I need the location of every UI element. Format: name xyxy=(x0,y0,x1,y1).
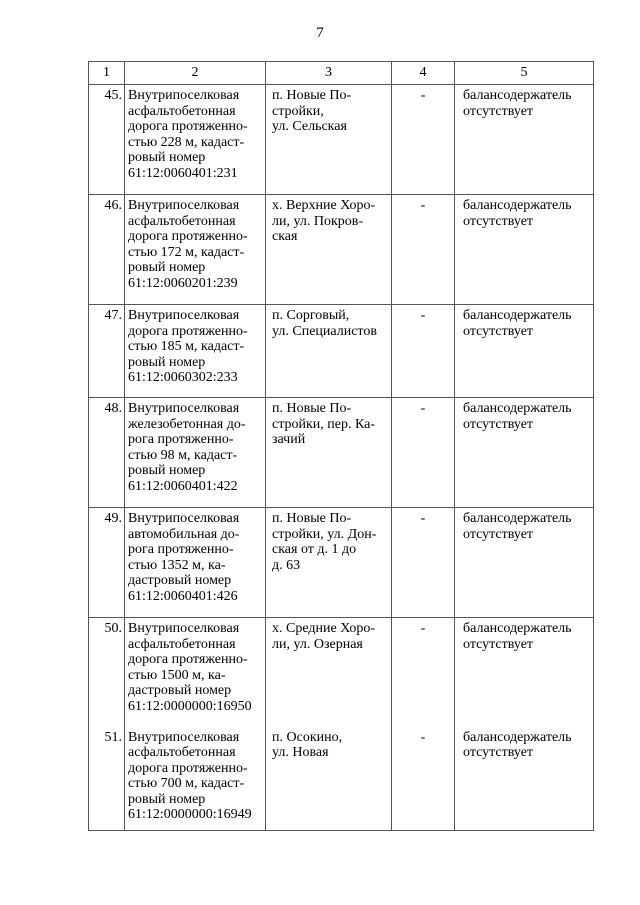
row-number: 48. xyxy=(89,398,125,508)
object-address-line: ли, ул. Покров- xyxy=(272,213,364,229)
table-row xyxy=(89,305,594,398)
object-name-line: дорога протяженно- xyxy=(128,652,248,667)
balance-holder-line: балансодержатель xyxy=(463,511,572,526)
object-name-line: дорога протяженно- xyxy=(128,119,248,134)
balance-holder-line: отсутствует xyxy=(463,323,534,339)
object-name-line: ровый номер xyxy=(128,463,206,478)
table-header-row xyxy=(89,62,594,85)
balance-holder-line: балансодержатель xyxy=(463,88,572,103)
balance-holder-line: отсутствует xyxy=(463,636,534,652)
object-name-line: 61:12:0060401:426 xyxy=(128,588,238,604)
object-name-line: 61:12:0060401:231 xyxy=(128,165,238,181)
object-address-line: ская от д. 1 до xyxy=(272,542,357,557)
row-number: 49. xyxy=(89,508,125,618)
header-cell-3: 3 xyxy=(266,62,392,85)
table-row xyxy=(89,618,594,727)
object-name-line: 61:12:0000000:16949 xyxy=(128,807,252,822)
object-address-line: п. Новые По- xyxy=(272,401,352,416)
object-address-line: п. Новые По- xyxy=(272,511,352,526)
object-address-line: ли, ул. Озерная xyxy=(272,636,363,652)
object-name-line: Внутрипоселковая xyxy=(128,729,240,745)
object-name-line: Внутрипоселковая xyxy=(128,198,240,213)
column-4-value: - xyxy=(392,508,455,618)
table-row xyxy=(89,727,594,831)
object-name-line: ровый номер xyxy=(128,150,206,165)
object-name xyxy=(125,508,266,618)
object-address-line: стройки, ул. Дон- xyxy=(272,526,377,542)
balance-holder-line: балансодержатель xyxy=(463,729,572,745)
header-cell-5: 5 xyxy=(455,62,594,85)
object-name-line: Внутрипоселковая xyxy=(128,88,240,103)
object-address-line: п. Осокино, xyxy=(272,729,343,745)
column-4-value: - xyxy=(392,195,455,305)
object-name-line: дорога протяженно- xyxy=(128,323,248,339)
object-name-line: стью 185 м, кадаст- xyxy=(128,339,245,354)
object-name-line: 61:12:0060401:422 xyxy=(128,478,238,494)
object-address xyxy=(266,85,392,195)
column-4-value: - xyxy=(392,85,455,195)
object-address xyxy=(266,195,392,305)
object-name-line: ровый номер xyxy=(128,260,206,275)
object-name xyxy=(125,195,266,305)
column-4-value: - xyxy=(392,398,455,508)
object-name xyxy=(125,85,266,195)
balance-holder xyxy=(455,305,594,398)
object-address-line: х. Верхние Хоро- xyxy=(272,198,376,213)
object-address-line: ул. Новая xyxy=(272,745,329,760)
object-name-line: стью 228 м, кадаст- xyxy=(128,134,245,150)
object-name xyxy=(125,618,266,727)
object-address xyxy=(266,305,392,398)
object-name xyxy=(125,727,266,831)
row-number: 45. xyxy=(89,85,125,195)
header-cell-1: 1 xyxy=(89,62,125,85)
object-name-line: стью 1352 м, ка- xyxy=(128,557,226,573)
header-cell-2: 2 xyxy=(125,62,266,85)
page-number: 7 xyxy=(316,25,324,41)
object-name-line: автомобильная до- xyxy=(128,526,240,542)
object-name-line: 61:12:0060302:233 xyxy=(128,370,238,385)
table-row xyxy=(89,195,594,305)
object-name-line: рога протяженно- xyxy=(128,542,234,557)
object-name-line: дорога протяженно- xyxy=(128,229,248,244)
object-address-line: п. Сорговый, xyxy=(272,308,350,323)
balance-holder-line: отсутствует xyxy=(463,213,534,229)
row-number: 46. xyxy=(89,195,125,305)
object-name-line: асфальтобетонная xyxy=(128,103,236,119)
column-4-value: - xyxy=(392,727,455,831)
object-name-line: ровый номер xyxy=(128,354,206,370)
objects-table xyxy=(88,61,594,831)
object-address-line: стройки, xyxy=(272,103,324,119)
object-name-line: асфальтобетонная xyxy=(128,745,236,760)
balance-holder-line: отсутствует xyxy=(463,745,534,760)
object-address-line: стройки, пер. Ка- xyxy=(272,416,376,432)
object-name-line: Внутрипоселковая xyxy=(128,308,240,323)
balance-holder-line: отсутствует xyxy=(463,103,534,119)
object-address xyxy=(266,508,392,618)
object-name-line: Внутрипоселковая xyxy=(128,401,240,416)
object-name xyxy=(125,305,266,398)
balance-holder-line: балансодержатель xyxy=(463,198,572,213)
balance-holder-line: отсутствует xyxy=(463,526,534,542)
balance-holder xyxy=(455,508,594,618)
object-address xyxy=(266,398,392,508)
object-name-line: железобетонная до- xyxy=(128,416,246,432)
object-name-line: асфальтобетонная xyxy=(128,213,236,229)
object-name-line: дорога протяженно- xyxy=(128,760,248,776)
object-name xyxy=(125,398,266,508)
balance-holder xyxy=(455,727,594,831)
balance-holder-line: балансодержатель xyxy=(463,621,572,636)
header-cell-4: 4 xyxy=(392,62,455,85)
row-number: 50. xyxy=(89,618,125,727)
object-name-line: Внутрипоселковая xyxy=(128,511,240,526)
column-4-value: - xyxy=(392,618,455,727)
balance-holder xyxy=(455,618,594,727)
object-name-line: рога протяженно- xyxy=(128,432,234,447)
object-name-line: стью 700 м, кадаст- xyxy=(128,776,245,791)
object-address-line: зачий xyxy=(272,432,306,447)
object-address-line: д. 63 xyxy=(272,557,301,573)
object-name-line: стью 172 м, кадаст- xyxy=(128,244,245,260)
column-4-value: - xyxy=(392,305,455,398)
object-name-line: дастровый номер xyxy=(128,573,232,588)
object-name-line: стью 98 м, кадаст- xyxy=(128,447,238,463)
balance-holder-line: балансодержатель xyxy=(463,401,572,416)
table-row xyxy=(89,398,594,508)
object-address xyxy=(266,727,392,831)
object-address-line: ул. Специалистов xyxy=(272,323,377,339)
object-address-line: ская xyxy=(272,229,298,244)
balance-holder xyxy=(455,195,594,305)
balance-holder-line: балансодержатель xyxy=(463,308,572,323)
object-name-line: 61:12:0060201:239 xyxy=(128,275,238,291)
object-name-line: стью 1500 м, ка- xyxy=(128,667,226,683)
table-row xyxy=(89,85,594,195)
object-name-line: ровый номер xyxy=(128,791,206,807)
object-address-line: х. Средние Хоро- xyxy=(272,621,376,636)
table-row xyxy=(89,508,594,618)
row-number: 51. xyxy=(89,727,125,831)
balance-holder xyxy=(455,398,594,508)
object-address xyxy=(266,618,392,727)
balance-holder xyxy=(455,85,594,195)
object-name-line: 61:12:0000000:16950 xyxy=(128,698,252,714)
object-address-line: п. Новые По- xyxy=(272,88,352,103)
row-number: 47. xyxy=(89,305,125,398)
object-name-line: асфальтобетонная xyxy=(128,636,236,652)
object-address-line: ул. Сельская xyxy=(272,119,347,134)
object-name-line: Внутрипоселковая xyxy=(128,621,240,636)
object-name-line: дастровый номер xyxy=(128,683,232,698)
balance-holder-line: отсутствует xyxy=(463,416,534,432)
